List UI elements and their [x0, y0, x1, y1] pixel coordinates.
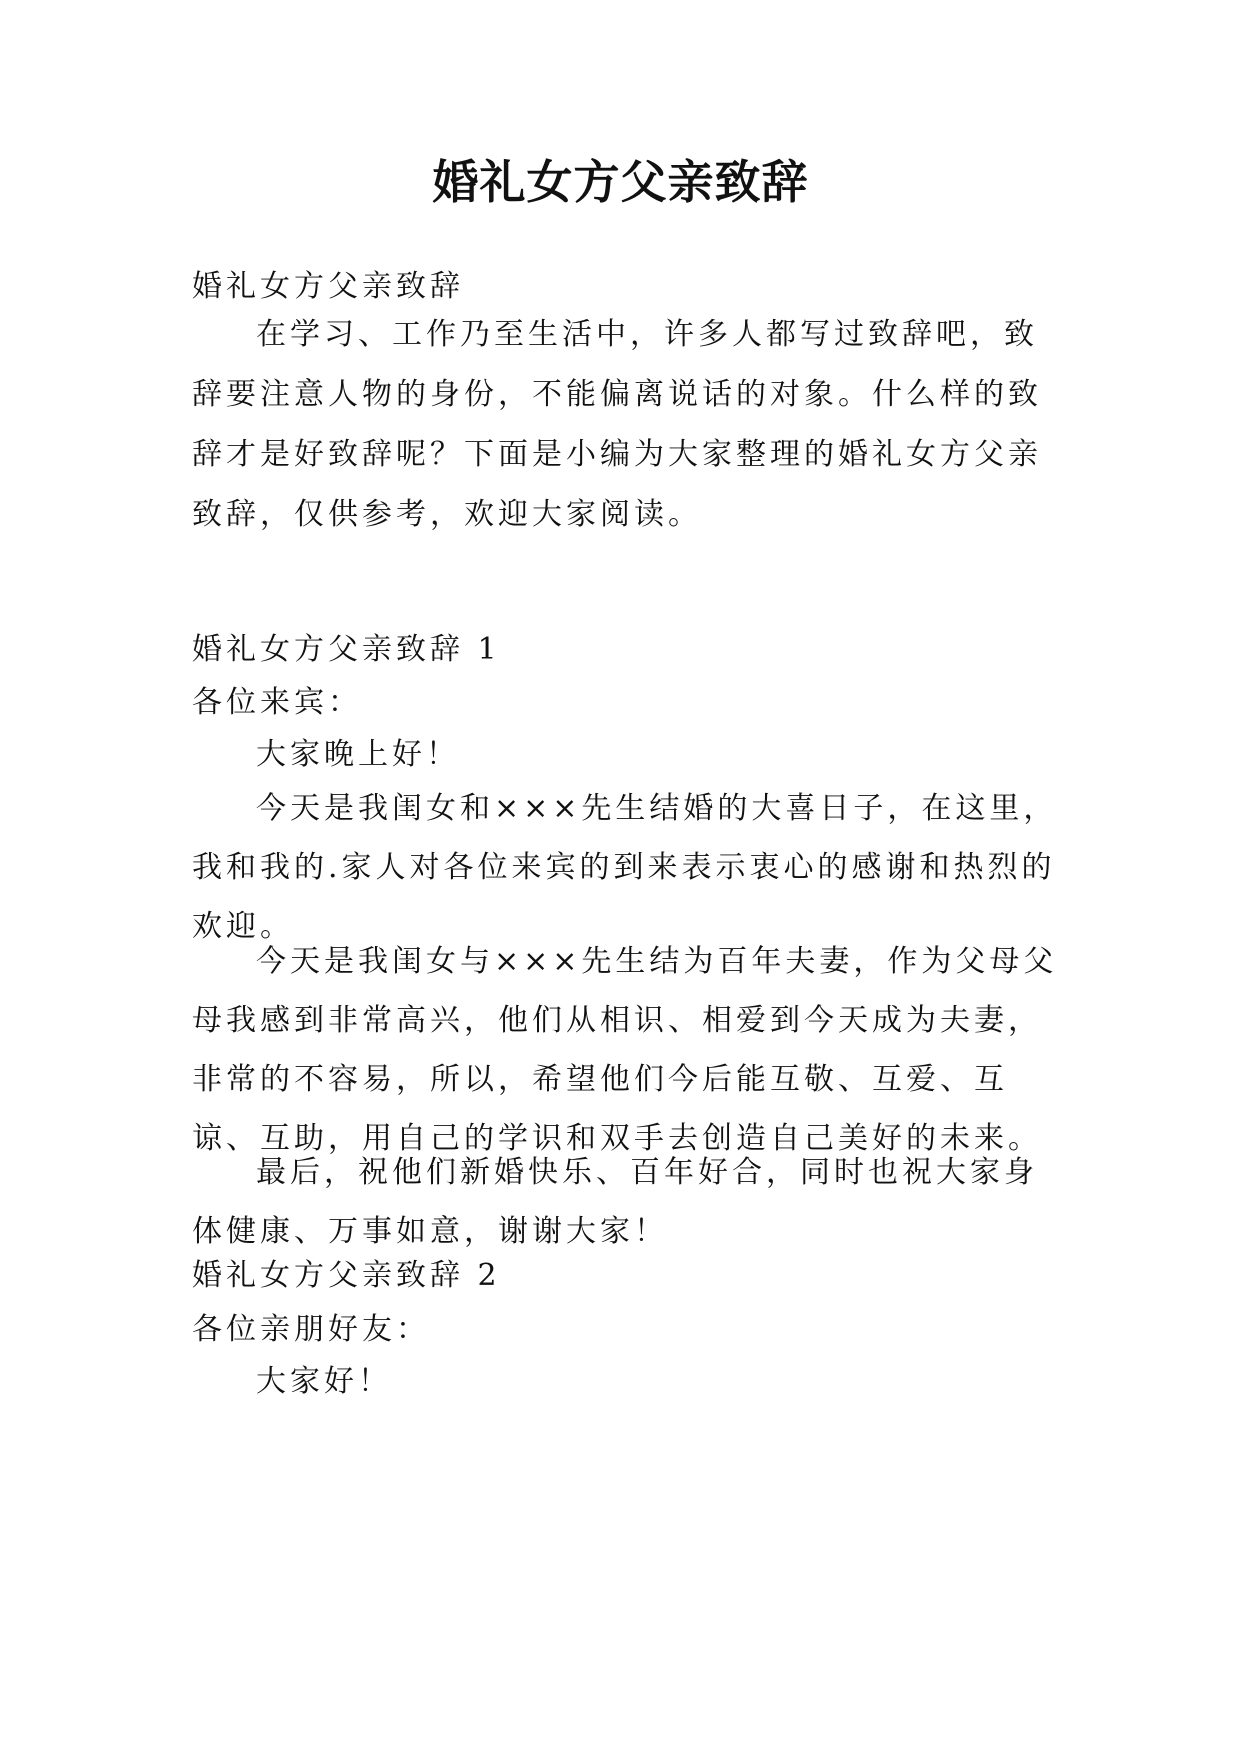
section1-paragraph-1: 今天是我闺女和×××先生结婚的大喜日子，在这里，我和我的.家人对各位来宾的到来表示衷心的感谢和热烈的欢迎。	[192, 791, 1058, 944]
section2-salutation: 各位亲朋好友：	[192, 1312, 430, 1347]
section1-paragraph-2: 今天是我闺女与×××先生结为百年夫妻，作为父母父母我感到非常高兴，他们从相识、相爱到今天成为夫妻，非常的不容易，所以，希望他们今后能互敬、互爱、互谅、互助，用自己的学识和双手去创造自己美好的未来。	[192, 944, 1058, 1156]
intro-paragraph: 在学习、工作乃至生活中，许多人都写过致辞吧，致辞要注意人物的身份，不能偏离说话的对象。什么样的致辞才是好致辞呢？下面是小编为大家整理的婚礼女方父亲致辞，仅供参考，欢迎大家阅读。	[192, 317, 1042, 532]
intro-heading: 婚礼女方父亲致辞	[192, 269, 464, 304]
section1-salutation: 各位来宾：	[192, 685, 362, 720]
section1-heading: 婚礼女方父亲致辞 1	[192, 632, 501, 667]
section2-greeting: 大家好！	[256, 1364, 392, 1399]
section1-greeting: 大家晚上好！	[256, 737, 460, 772]
document-title: 婚礼女方父亲致辞	[432, 155, 809, 209]
section2-heading: 婚礼女方父亲致辞 2	[192, 1258, 501, 1293]
section1-paragraph-3: 最后，祝他们新婚快乐、百年好合，同时也祝大家身体健康、万事如意，谢谢大家！	[192, 1155, 1038, 1249]
